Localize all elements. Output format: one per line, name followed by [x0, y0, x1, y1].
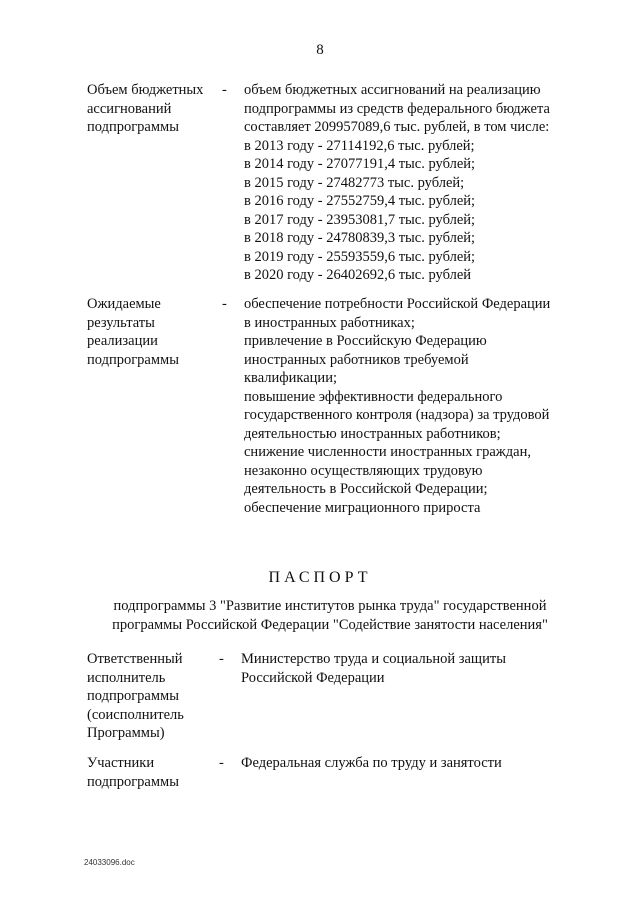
executor-line: Российской Федерации [241, 669, 385, 686]
results-label-line: реализации [87, 333, 158, 349]
passport-subtitle [0, 597, 640, 635]
results-line: квалификации; [244, 370, 337, 386]
executor-content [241, 650, 581, 687]
participants-label [87, 754, 227, 791]
footer-filename: 24033096.doc [84, 858, 135, 867]
budget-line: в 2020 году - 26402692,6 тыс. рублей [244, 267, 472, 283]
results-line: деятельностью иностранных работников; [244, 425, 501, 442]
results-line: незаконно осуществляющих трудовую [244, 462, 483, 479]
results-line: деятельность в Российской Федерации; [244, 481, 488, 497]
results-line: повышение эффективности федерального [244, 388, 503, 405]
participants-label-line: Участники [87, 755, 155, 771]
budget-line: в 2015 году - 27482773 тыс. рублей; [244, 174, 465, 191]
executor-label-line: исполнитель [87, 669, 166, 686]
executor-label-line: Программы) [87, 725, 165, 741]
participants-dash: - [219, 755, 224, 771]
passport-title: ПАСПОРТ [268, 569, 372, 586]
page-number: 8 [316, 42, 324, 58]
results-line: обеспечение потребности Российской Федерации [244, 296, 551, 312]
executor-line: Министерство труда и социальной защиты [241, 651, 506, 667]
budget-label-line: Объем бюджетных [87, 82, 204, 98]
budget-line: в 2017 году - 23953081,7 тыс. рублей; [244, 211, 476, 228]
results-line: государственного контроля (надзора) за трудовой [244, 407, 550, 423]
budget-label-line: ассигнований [87, 100, 172, 117]
results-line: привлечение в Российскую Федерацию [244, 333, 487, 349]
budget-content [244, 81, 584, 285]
executor-label-line: Ответственный [87, 651, 183, 667]
budget-dash: - [222, 82, 227, 98]
results-label-line: Ожидаемые [87, 296, 161, 312]
executor-label-line: подпрограммы [87, 688, 179, 704]
executor-dash: - [219, 651, 224, 667]
budget-line: подпрограммы из средств федерального бюджета [244, 100, 550, 117]
participants-line: Федеральная служба по труду и занятости [241, 755, 502, 771]
results-label-line: результаты [87, 314, 155, 331]
budget-line: в 2016 году - 27552759,4 тыс. рублей; [244, 193, 476, 209]
budget-line: в 2013 году - 27114192,6 тыс. рублей; [244, 137, 475, 154]
budget-line: составляет 209957089,6 тыс. рублей, в том числе: [244, 119, 550, 135]
participants-label-line: подпрограммы [87, 773, 179, 790]
results-line: обеспечение миграционного прироста [244, 499, 481, 516]
budget-label [87, 81, 227, 137]
executor-label-line: (соисполнитель [87, 706, 184, 723]
results-line: снижение численности иностранных граждан, [244, 444, 531, 460]
budget-line: в 2019 году - 25593559,6 тыс. рублей; [244, 248, 476, 265]
budget-line: в 2014 году - 27077191,4 тыс. рублей; [244, 156, 476, 172]
budget-line: в 2018 году - 24780839,3 тыс. рублей; [244, 230, 476, 246]
results-line: в иностранных работниках; [244, 314, 415, 331]
executor-label [87, 650, 227, 743]
results-content [244, 295, 584, 517]
results-label [87, 295, 227, 369]
results-label-line: подпрограммы [87, 351, 179, 368]
results-dash: - [222, 296, 227, 312]
participants-content [241, 754, 581, 773]
passport-subtitle-line: программы Российской Федерации "Содействие занятости населения" [112, 617, 548, 633]
results-line: иностранных работников требуемой [244, 351, 469, 368]
passport-subtitle-line: подпрограммы 3 "Развитие институтов рынка труда" государственной [113, 598, 547, 614]
budget-line: объем бюджетных ассигнований на реализацию [244, 82, 541, 98]
budget-label-line: подпрограммы [87, 119, 179, 135]
